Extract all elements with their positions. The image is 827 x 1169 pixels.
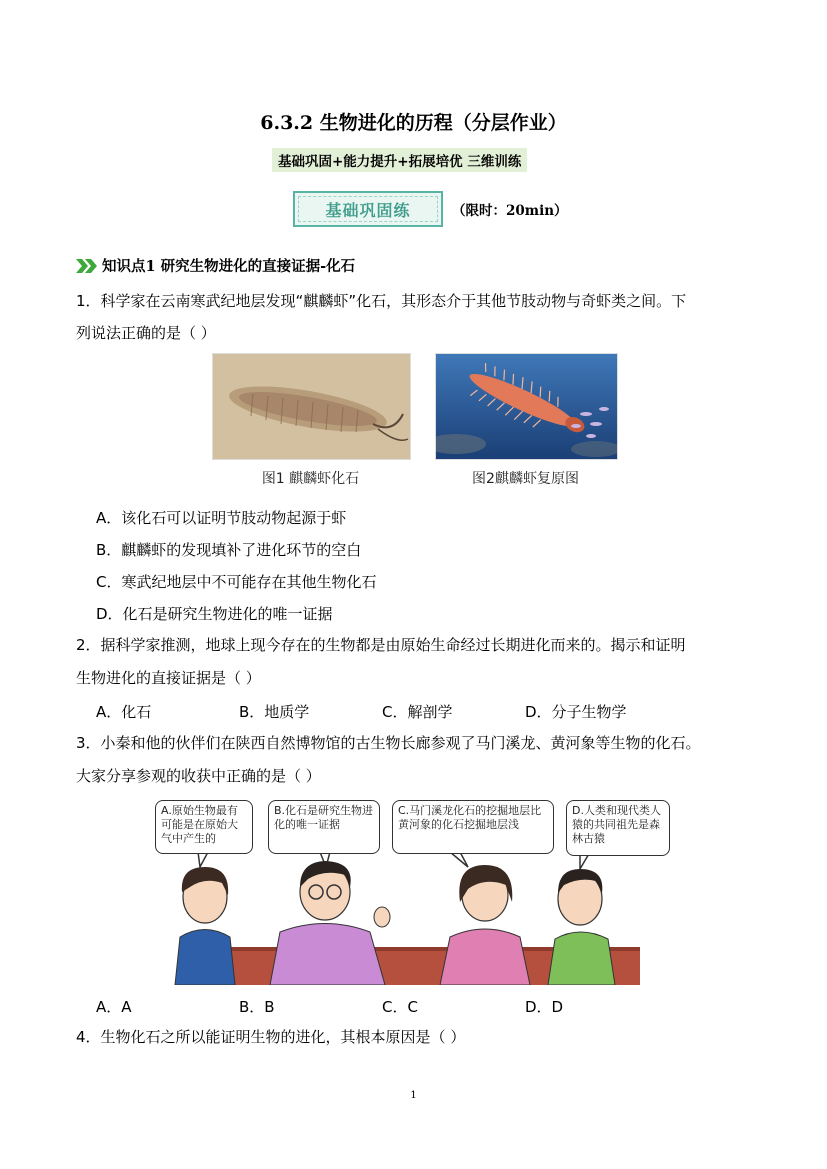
q2-option-b[interactable]: B．地质学 [239,703,310,721]
section-badge [293,191,443,227]
q3-stem-line2: 大家分享参观的收获中正确的是（ ） [76,767,321,785]
page-number: 1 [410,1090,417,1101]
students-illustration [150,797,690,985]
speech-bubble-a: A.原始生物最有可能是在原始大气中产生的 [155,800,253,854]
section-badge-label: 基础巩固练 [298,196,438,222]
q3-option-c[interactable]: C．C [382,998,418,1016]
speech-bubble-c: C.马门溪龙化石的挖掘地层比黄河象的化石挖掘地层浅 [392,800,554,854]
knowledge-point-heading [76,255,355,276]
q4-stem-line1: 4．生物化石之所以能证明生物的进化，其根本原因是（ ） [76,1028,466,1046]
q1-option-b[interactable]: B．麒麟虾的发现填补了进化环节的空白 [96,541,362,559]
q3-option-a[interactable]: A．A [96,998,132,1016]
page-title: 6.3.2 生物进化的历程（分层作业） [260,112,567,134]
knowledge-point-label: 知识点1 研究生物进化的直接证据-化石 [102,258,356,275]
q2-option-a[interactable]: A．化石 [96,703,152,721]
speech-bubble-b: B.化石是研究生物进化的唯一证据 [268,800,380,854]
q2-option-d[interactable]: D．分子生物学 [525,703,627,721]
q3-option-b[interactable]: B．B [239,998,275,1016]
speech-bubble-d: D.人类和现代类人猿的共同祖先是森林古猿 [566,800,670,856]
reconstruction-image [435,353,618,460]
double-chevron-icon [76,259,98,273]
q3-option-d[interactable]: D．D [525,998,564,1016]
q3-stem-line1: 3．小秦和他的伙伴们在陕西自然博物馆的古生物长廊参观了马门溪龙、黄河象等生物的化石。 [76,734,701,752]
q1-option-d[interactable]: D．化石是研究生物进化的唯一证据 [96,605,333,623]
q1-option-a[interactable]: A．该化石可以证明节肢动物起源于虾 [96,509,347,527]
q2-stem-line1: 2．据科学家推测，地球上现今存在的生物都是由原始生命经过长期进化而来的。揭示和证明 [76,636,686,654]
q1-stem-line1: 1．科学家在云南寒武纪地层发现“麒麟虾”化石，其形态介于其他节肢动物与奇虾类之间。下 [76,292,687,310]
q2-stem-line2: 生物进化的直接证据是（ ） [76,669,261,687]
q2-option-c[interactable]: C．解剖学 [382,703,453,721]
q1-option-c[interactable]: C．寒武纪地层中不可能存在其他生物化石 [96,573,377,591]
fossil-image [212,353,411,460]
time-limit: （限时：20min） [452,203,568,219]
page-subtitle: 基础巩固+能力提升+拓展培优 三维训练 [272,148,527,172]
fig2-caption: 图2麒麟虾复原图 [472,471,579,487]
fig1-caption: 图1 麒麟虾化石 [261,471,360,487]
q1-stem-line2: 列说法正确的是（ ） [76,324,216,342]
q3-options [96,996,736,1017]
q2-options [96,701,736,722]
